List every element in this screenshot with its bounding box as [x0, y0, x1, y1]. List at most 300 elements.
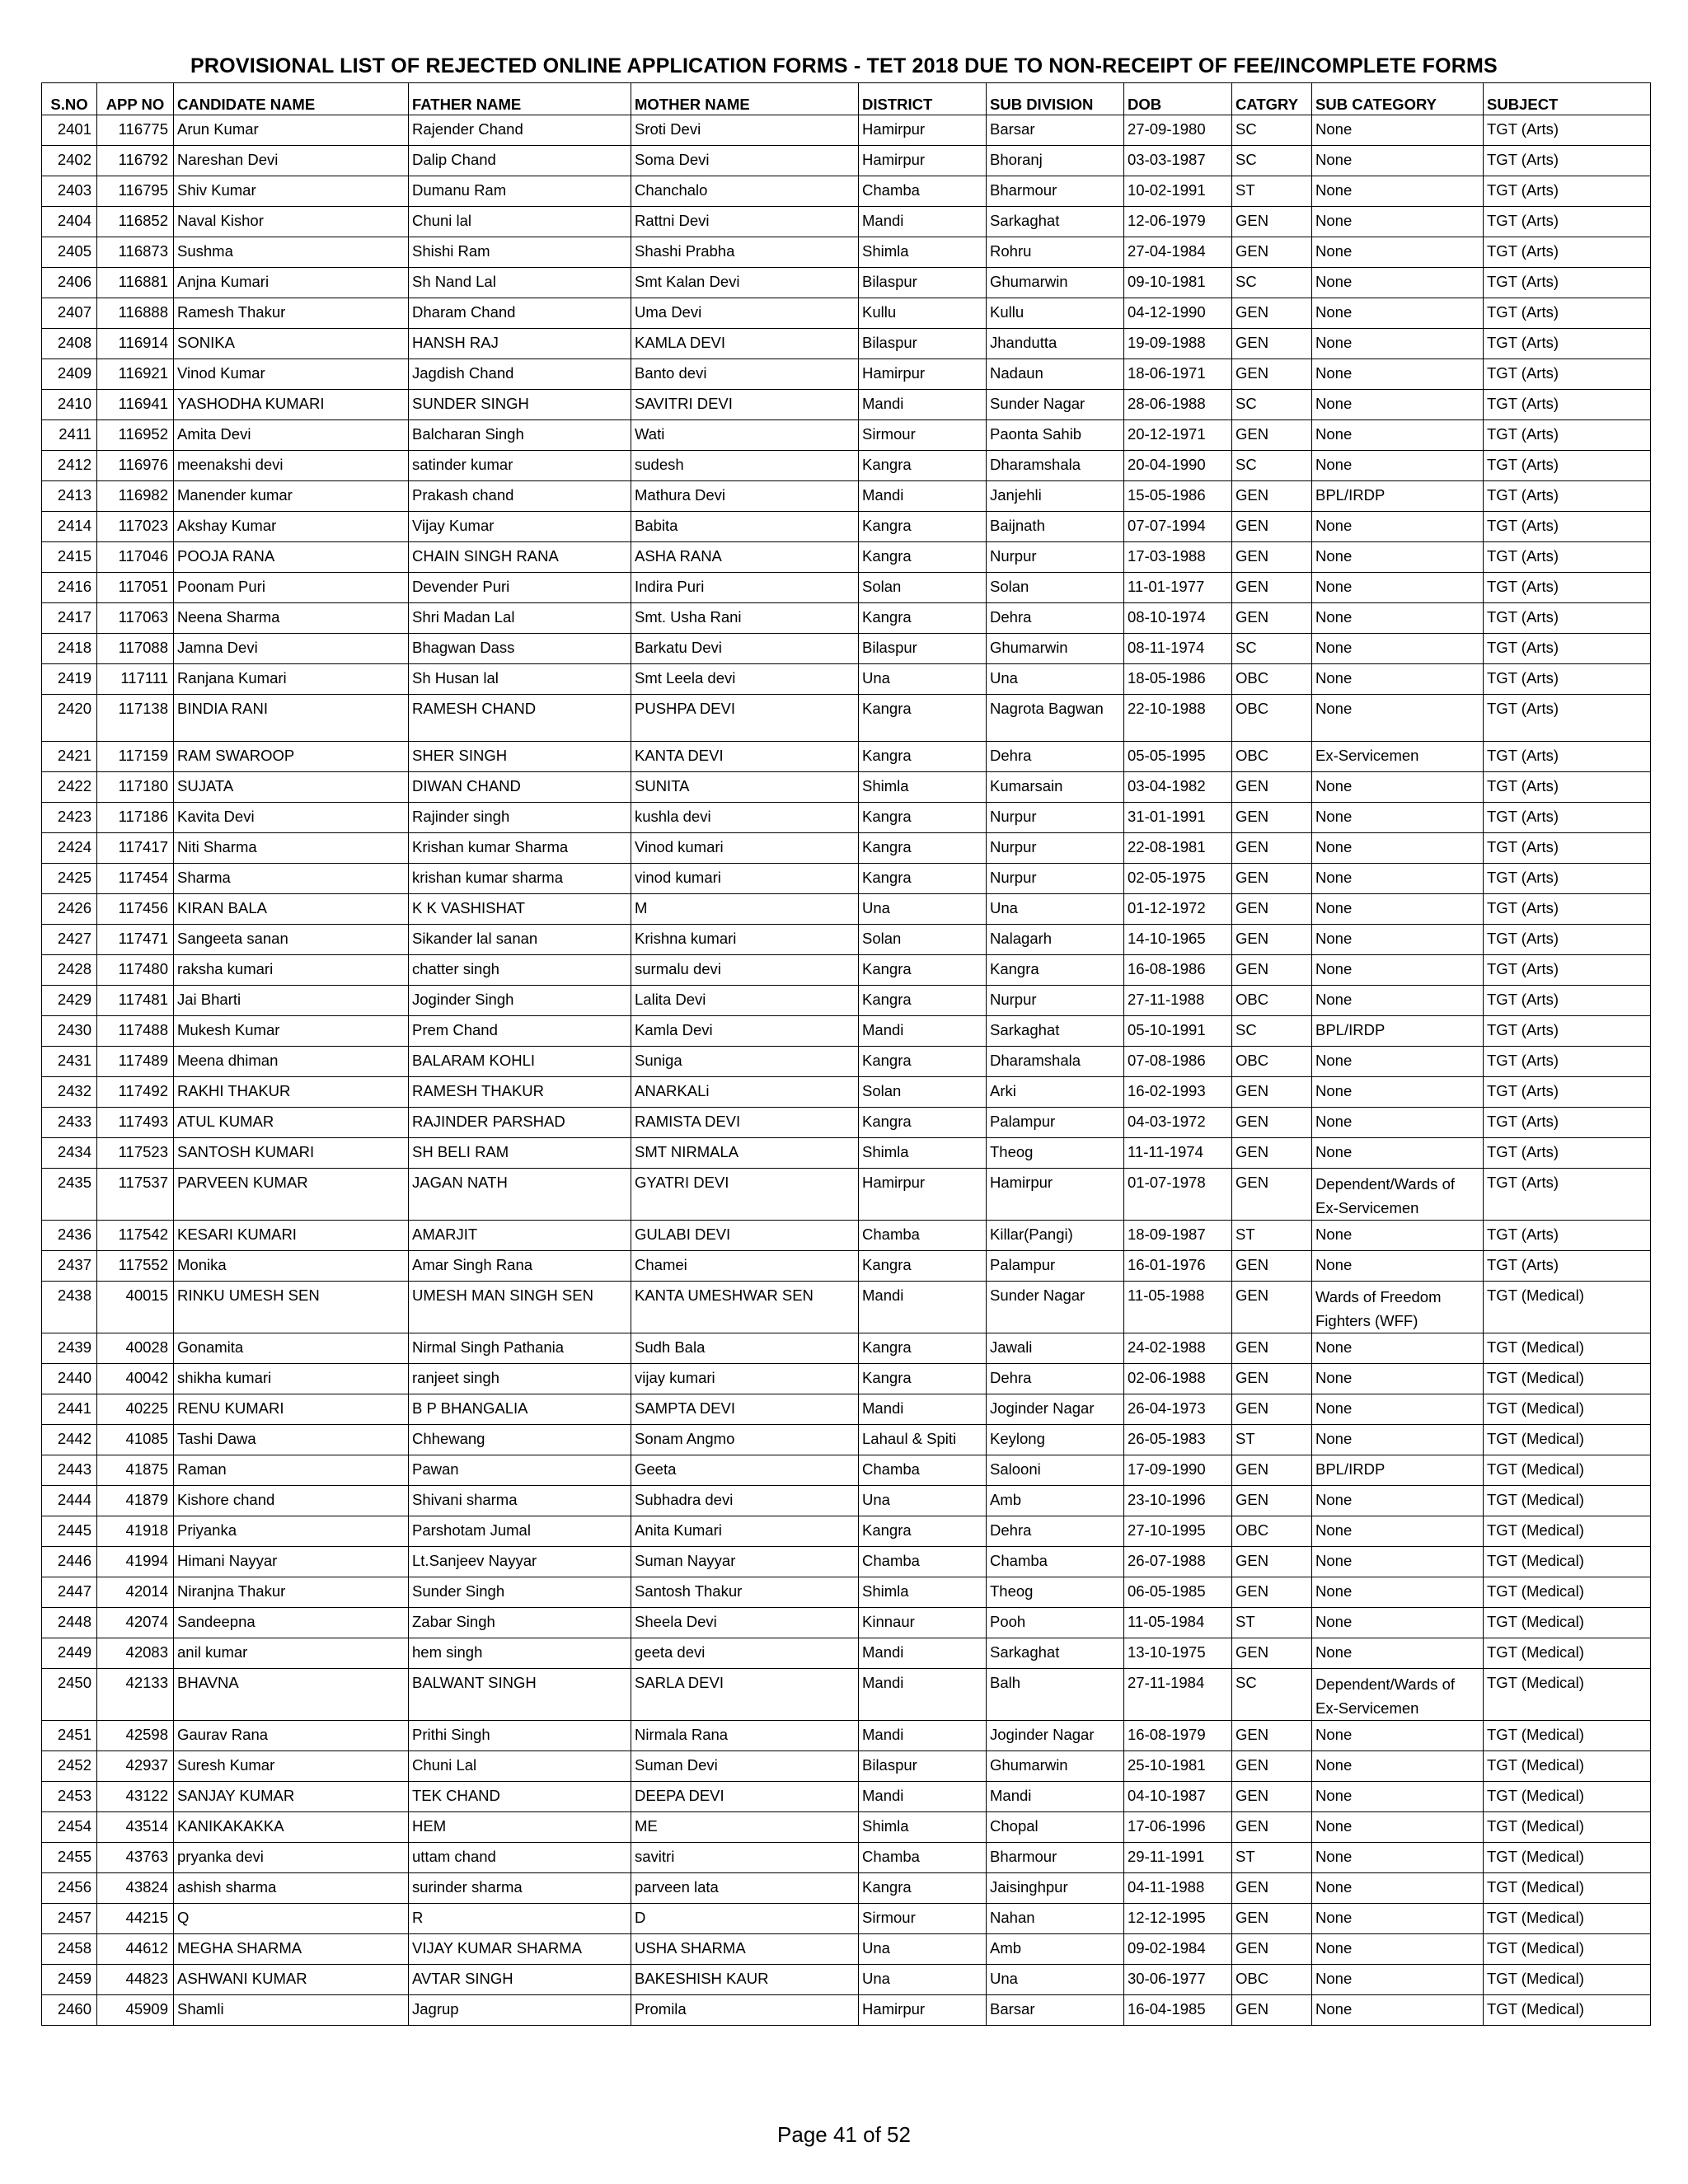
mother-name-cell: SAVITRI DEVI — [631, 390, 859, 420]
app-no-cell: 116881 — [97, 268, 174, 298]
dob-cell: 19-09-1988 — [1124, 329, 1232, 359]
sno-cell: 2430 — [42, 1016, 97, 1047]
sub-category-cell: None — [1312, 542, 1484, 573]
district-cell: Una — [859, 664, 987, 695]
sub-category-cell: None — [1312, 664, 1484, 695]
sno-cell: 2447 — [42, 1577, 97, 1608]
father-name-cell: RAJINDER PARSHAD — [409, 1108, 631, 1138]
table-row — [42, 1221, 1651, 1251]
candidate-name-cell: SANJAY KUMAR — [174, 1782, 409, 1812]
sno-cell: 2404 — [42, 207, 97, 237]
subject-cell: TGT (Arts) — [1484, 451, 1651, 481]
father-name-cell: HEM — [409, 1812, 631, 1843]
district-cell: Kangra — [859, 542, 987, 573]
subject-cell: TGT (Arts) — [1484, 115, 1651, 146]
sub-category-cell: None — [1312, 1333, 1484, 1364]
sno-cell: 2444 — [42, 1486, 97, 1516]
district-cell: Kangra — [859, 1364, 987, 1394]
col-header-father-name: FATHER NAME — [409, 83, 631, 115]
sno-cell: 2401 — [42, 115, 97, 146]
dob-cell: 16-08-1979 — [1124, 1721, 1232, 1751]
dob-cell: 27-10-1995 — [1124, 1516, 1232, 1547]
sno-cell: 2417 — [42, 603, 97, 634]
district-cell: Chamba — [859, 1455, 987, 1486]
sub-category-cell: None — [1312, 329, 1484, 359]
sub-category-cell: None — [1312, 1138, 1484, 1169]
dob-cell: 27-09-1980 — [1124, 115, 1232, 146]
sno-cell: 2438 — [42, 1282, 97, 1333]
district-cell: Chamba — [859, 176, 987, 207]
sno-cell: 2451 — [42, 1721, 97, 1751]
district-cell: Mandi — [859, 1721, 987, 1751]
district-cell: Chamba — [859, 1547, 987, 1577]
app-no-cell: 42598 — [97, 1721, 174, 1751]
subject-cell: TGT (Arts) — [1484, 742, 1651, 772]
category-cell: GEN — [1232, 481, 1312, 512]
sub-division-cell: Nahan — [987, 1904, 1124, 1934]
sub-category-cell: None — [1312, 864, 1484, 894]
table-row — [42, 115, 1651, 146]
category-cell: OBC — [1232, 1965, 1312, 1995]
candidate-name-cell: Akshay Kumar — [174, 512, 409, 542]
mother-name-cell: vinod kumari — [631, 864, 859, 894]
sub-category-cell: None — [1312, 1638, 1484, 1669]
dob-cell: 05-10-1991 — [1124, 1016, 1232, 1047]
mother-name-cell: Babita — [631, 512, 859, 542]
subject-cell: TGT (Arts) — [1484, 1138, 1651, 1169]
mother-name-cell: parveen lata — [631, 1873, 859, 1904]
candidate-name-cell: Vinod Kumar — [174, 359, 409, 390]
table-row — [42, 481, 1651, 512]
father-name-cell: Parshotam Jumal — [409, 1516, 631, 1547]
sub-division-cell: Joginder Nagar — [987, 1721, 1124, 1751]
dob-cell: 04-10-1987 — [1124, 1782, 1232, 1812]
app-no-cell: 117552 — [97, 1251, 174, 1282]
sub-division-cell: Ghumarwin — [987, 1751, 1124, 1782]
sub-division-cell: Rohru — [987, 237, 1124, 268]
candidate-name-cell: BINDIA RANI — [174, 695, 409, 742]
father-name-cell: krishan kumar sharma — [409, 864, 631, 894]
sno-cell: 2408 — [42, 329, 97, 359]
subject-cell: TGT (Arts) — [1484, 542, 1651, 573]
candidate-name-cell: ATUL KUMAR — [174, 1108, 409, 1138]
father-name-cell: BALARAM KOHLI — [409, 1047, 631, 1077]
district-cell: Mandi — [859, 481, 987, 512]
sub-division-cell: Dehra — [987, 1516, 1124, 1547]
category-cell: GEN — [1232, 1638, 1312, 1669]
district-cell: Solan — [859, 925, 987, 955]
dob-cell: 11-11-1974 — [1124, 1138, 1232, 1169]
sno-cell: 2421 — [42, 742, 97, 772]
table-header-row — [42, 83, 1651, 115]
sub-division-cell: Amb — [987, 1934, 1124, 1965]
category-cell: GEN — [1232, 803, 1312, 833]
subject-cell: TGT (Arts) — [1484, 986, 1651, 1016]
category-cell: GEN — [1232, 1486, 1312, 1516]
candidate-name-cell: YASHODHA KUMARI — [174, 390, 409, 420]
mother-name-cell: KAMLA DEVI — [631, 329, 859, 359]
sub-division-cell: Dharamshala — [987, 1047, 1124, 1077]
district-cell: Hamirpur — [859, 115, 987, 146]
dob-cell: 04-03-1972 — [1124, 1108, 1232, 1138]
district-cell: Hamirpur — [859, 146, 987, 176]
category-cell: SC — [1232, 390, 1312, 420]
dob-cell: 08-10-1974 — [1124, 603, 1232, 634]
mother-name-cell: Suman Devi — [631, 1751, 859, 1782]
sub-division-cell: Dehra — [987, 1364, 1124, 1394]
sno-cell: 2458 — [42, 1934, 97, 1965]
dob-cell: 27-04-1984 — [1124, 237, 1232, 268]
father-name-cell: Sh Husan lal — [409, 664, 631, 695]
father-name-cell: Shishi Ram — [409, 237, 631, 268]
table-row — [42, 1934, 1651, 1965]
sub-division-cell: Hamirpur — [987, 1169, 1124, 1221]
category-cell: GEN — [1232, 772, 1312, 803]
subject-cell: TGT (Medical) — [1484, 1638, 1651, 1669]
sub-division-cell: Sunder Nagar — [987, 1282, 1124, 1333]
candidate-name-cell: Neena Sharma — [174, 603, 409, 634]
mother-name-cell: GULABI DEVI — [631, 1221, 859, 1251]
mother-name-cell: sudesh — [631, 451, 859, 481]
sub-division-cell: Jhandutta — [987, 329, 1124, 359]
table-row — [42, 1016, 1651, 1047]
candidate-name-cell: Jamna Devi — [174, 634, 409, 664]
sub-category-cell: None — [1312, 115, 1484, 146]
app-no-cell: 117111 — [97, 664, 174, 695]
candidate-name-cell: Poonam Puri — [174, 573, 409, 603]
sno-cell: 2406 — [42, 268, 97, 298]
candidate-name-cell: meenakshi devi — [174, 451, 409, 481]
sub-division-cell: Dehra — [987, 603, 1124, 634]
table-row — [42, 176, 1651, 207]
category-cell: GEN — [1232, 207, 1312, 237]
app-no-cell: 117481 — [97, 986, 174, 1016]
app-no-cell: 116952 — [97, 420, 174, 451]
category-cell: GEN — [1232, 833, 1312, 864]
father-name-cell: SUNDER SINGH — [409, 390, 631, 420]
dob-cell: 05-05-1995 — [1124, 742, 1232, 772]
subject-cell: TGT (Medical) — [1484, 1812, 1651, 1843]
subject-cell: TGT (Arts) — [1484, 481, 1651, 512]
mother-name-cell: Wati — [631, 420, 859, 451]
subject-cell: TGT (Arts) — [1484, 329, 1651, 359]
district-cell: Bilaspur — [859, 1751, 987, 1782]
subject-cell: TGT (Medical) — [1484, 1721, 1651, 1751]
district-cell: Kangra — [859, 451, 987, 481]
app-no-cell: 117456 — [97, 894, 174, 925]
candidate-name-cell: SANTOSH KUMARI — [174, 1138, 409, 1169]
sub-category-cell: None — [1312, 1547, 1484, 1577]
candidate-name-cell: Meena dhiman — [174, 1047, 409, 1077]
category-cell: GEN — [1232, 1169, 1312, 1221]
table-row — [42, 451, 1651, 481]
mother-name-cell: ASHA RANA — [631, 542, 859, 573]
col-header-sub-division: SUB DIVISION — [987, 83, 1124, 115]
sno-cell: 2450 — [42, 1669, 97, 1721]
page-number: Page 41 of 52 — [777, 2122, 911, 2147]
district-cell: Lahaul & Spiti — [859, 1425, 987, 1455]
category-cell: SC — [1232, 115, 1312, 146]
subject-cell: TGT (Medical) — [1484, 1669, 1651, 1721]
sno-cell: 2445 — [42, 1516, 97, 1547]
table-row — [42, 1782, 1651, 1812]
district-cell: Kangra — [859, 864, 987, 894]
subject-cell: TGT (Arts) — [1484, 695, 1651, 742]
mother-name-cell: Nirmala Rana — [631, 1721, 859, 1751]
mother-name-cell: SARLA DEVI — [631, 1669, 859, 1721]
district-cell: Hamirpur — [859, 359, 987, 390]
sub-category-cell: None — [1312, 1995, 1484, 2026]
candidate-name-cell: BHAVNA — [174, 1669, 409, 1721]
district-cell: Sirmour — [859, 1904, 987, 1934]
document-title: PROVISIONAL LIST OF REJECTED ONLINE APPLICATION FORMS - TET 2018 DUE TO NON-RECEIPT OF FEE/INCOMPLETE FORMS — [190, 54, 1498, 77]
dob-cell: 24-02-1988 — [1124, 1333, 1232, 1364]
father-name-cell: Balcharan Singh — [409, 420, 631, 451]
father-name-cell: Zabar Singh — [409, 1608, 631, 1638]
father-name-cell: HANSH RAJ — [409, 329, 631, 359]
sno-cell: 2428 — [42, 955, 97, 986]
mother-name-cell: Banto devi — [631, 359, 859, 390]
father-name-cell: Sh Nand Lal — [409, 268, 631, 298]
father-name-cell: JAGAN NATH — [409, 1169, 631, 1221]
mother-name-cell: Subhadra devi — [631, 1486, 859, 1516]
sub-category-cell: BPL/IRDP — [1312, 1455, 1484, 1486]
sub-division-cell: Kumarsain — [987, 772, 1124, 803]
app-no-cell: 116775 — [97, 115, 174, 146]
candidate-name-cell: PARVEEN KUMAR — [174, 1169, 409, 1221]
category-cell: SC — [1232, 146, 1312, 176]
dob-cell: 29-11-1991 — [1124, 1843, 1232, 1873]
sub-category-cell: None — [1312, 1782, 1484, 1812]
district-cell: Kangra — [859, 1047, 987, 1077]
app-no-cell: 117537 — [97, 1169, 174, 1221]
sub-division-cell: Sarkaghat — [987, 1016, 1124, 1047]
category-cell: ST — [1232, 1608, 1312, 1638]
table-row — [42, 833, 1651, 864]
category-cell: GEN — [1232, 237, 1312, 268]
category-cell: GEN — [1232, 1934, 1312, 1965]
mother-name-cell: KANTA DEVI — [631, 742, 859, 772]
sub-division-cell: Una — [987, 1965, 1124, 1995]
dob-cell: 12-12-1995 — [1124, 1904, 1232, 1934]
table-row — [42, 1843, 1651, 1873]
sub-division-cell: Barsar — [987, 1995, 1124, 2026]
mother-name-cell: Barkatu Devi — [631, 634, 859, 664]
dob-cell: 17-06-1996 — [1124, 1812, 1232, 1843]
table-row — [42, 207, 1651, 237]
sub-division-cell: Kangra — [987, 955, 1124, 986]
sub-division-cell: Amb — [987, 1486, 1124, 1516]
district-cell: Shimla — [859, 772, 987, 803]
category-cell: GEN — [1232, 329, 1312, 359]
sub-division-cell: Sarkaghat — [987, 1638, 1124, 1669]
father-name-cell: Dharam Chand — [409, 298, 631, 329]
candidate-name-cell: Ramesh Thakur — [174, 298, 409, 329]
sub-division-cell: Balh — [987, 1669, 1124, 1721]
sub-category-cell: None — [1312, 1873, 1484, 1904]
district-cell: Kangra — [859, 1516, 987, 1547]
sno-cell: 2420 — [42, 695, 97, 742]
district-cell: Mandi — [859, 1394, 987, 1425]
mother-name-cell: Smt. Usha Rani — [631, 603, 859, 634]
table-row — [42, 359, 1651, 390]
app-no-cell: 41879 — [97, 1486, 174, 1516]
category-cell: OBC — [1232, 1047, 1312, 1077]
mother-name-cell: Uma Devi — [631, 298, 859, 329]
father-name-cell: satinder kumar — [409, 451, 631, 481]
category-cell: GEN — [1232, 1751, 1312, 1782]
table-row — [42, 664, 1651, 695]
sno-cell: 2446 — [42, 1547, 97, 1577]
sub-category-cell: None — [1312, 1425, 1484, 1455]
district-cell: Mandi — [859, 1282, 987, 1333]
dob-cell: 12-06-1979 — [1124, 207, 1232, 237]
rejected-forms-table — [41, 82, 1651, 2026]
candidate-name-cell: Gaurav Rana — [174, 1721, 409, 1751]
mother-name-cell: Sroti Devi — [631, 115, 859, 146]
subject-cell: TGT (Medical) — [1484, 1516, 1651, 1547]
father-name-cell: RAMESH THAKUR — [409, 1077, 631, 1108]
candidate-name-cell: KESARI KUMARI — [174, 1221, 409, 1251]
sub-category-cell: None — [1312, 1516, 1484, 1547]
category-cell: GEN — [1232, 1904, 1312, 1934]
subject-cell: TGT (Arts) — [1484, 1016, 1651, 1047]
sub-division-cell: Kullu — [987, 298, 1124, 329]
district-cell: Shimla — [859, 1138, 987, 1169]
app-no-cell: 117493 — [97, 1108, 174, 1138]
category-cell: GEN — [1232, 542, 1312, 573]
dob-cell: 20-04-1990 — [1124, 451, 1232, 481]
dob-cell: 20-12-1971 — [1124, 420, 1232, 451]
app-no-cell: 117523 — [97, 1138, 174, 1169]
category-cell: GEN — [1232, 420, 1312, 451]
candidate-name-cell: Niranjna Thakur — [174, 1577, 409, 1608]
sub-category-cell: Dependent/Wards of Ex-Servicemen — [1312, 1169, 1484, 1221]
app-no-cell: 41085 — [97, 1425, 174, 1455]
mother-name-cell: Chanchalo — [631, 176, 859, 207]
district-cell: Mandi — [859, 1016, 987, 1047]
mother-name-cell: Krishna kumari — [631, 925, 859, 955]
category-cell: ST — [1232, 176, 1312, 207]
app-no-cell: 116852 — [97, 207, 174, 237]
mother-name-cell: Chamei — [631, 1251, 859, 1282]
candidate-name-cell: KANIKAKAKKA — [174, 1812, 409, 1843]
app-no-cell: 116888 — [97, 298, 174, 329]
category-cell: GEN — [1232, 1108, 1312, 1138]
subject-cell: TGT (Medical) — [1484, 1547, 1651, 1577]
sub-division-cell: Bharmour — [987, 176, 1124, 207]
candidate-name-cell: RAKHI THAKUR — [174, 1077, 409, 1108]
candidate-name-cell: Amita Devi — [174, 420, 409, 451]
app-no-cell: 44215 — [97, 1904, 174, 1934]
candidate-name-cell: Naval Kishor — [174, 207, 409, 237]
father-name-cell: Sikander lal sanan — [409, 925, 631, 955]
table-row — [42, 1965, 1651, 1995]
subject-cell: TGT (Medical) — [1484, 1486, 1651, 1516]
sub-division-cell: Nurpur — [987, 833, 1124, 864]
father-name-cell: K K VASHISHAT — [409, 894, 631, 925]
district-cell: Mandi — [859, 1638, 987, 1669]
app-no-cell: 116982 — [97, 481, 174, 512]
category-cell: OBC — [1232, 742, 1312, 772]
app-no-cell: 43122 — [97, 1782, 174, 1812]
table-row — [42, 603, 1651, 634]
sub-division-cell: Bharmour — [987, 1843, 1124, 1873]
candidate-name-cell: Himani Nayyar — [174, 1547, 409, 1577]
candidate-name-cell: Tashi Dawa — [174, 1425, 409, 1455]
sub-category-cell: None — [1312, 1394, 1484, 1425]
table-row — [42, 772, 1651, 803]
candidate-name-cell: Kishore chand — [174, 1486, 409, 1516]
sub-category-cell: None — [1312, 146, 1484, 176]
subject-cell: TGT (Medical) — [1484, 1608, 1651, 1638]
app-no-cell: 40042 — [97, 1364, 174, 1394]
father-name-cell: Dumanu Ram — [409, 176, 631, 207]
sno-cell: 2434 — [42, 1138, 97, 1169]
candidate-name-cell: SUJATA — [174, 772, 409, 803]
sub-division-cell: Ghumarwin — [987, 634, 1124, 664]
sub-category-cell: None — [1312, 451, 1484, 481]
dob-cell: 27-11-1988 — [1124, 986, 1232, 1016]
sub-category-cell: None — [1312, 803, 1484, 833]
table-row — [42, 1577, 1651, 1608]
district-cell: Kangra — [859, 1333, 987, 1364]
table-row — [42, 1721, 1651, 1751]
mother-name-cell: BAKESHISH KAUR — [631, 1965, 859, 1995]
sno-cell: 2448 — [42, 1608, 97, 1638]
app-no-cell: 41918 — [97, 1516, 174, 1547]
sno-cell: 2410 — [42, 390, 97, 420]
category-cell: GEN — [1232, 1251, 1312, 1282]
table-row — [42, 1333, 1651, 1364]
sub-division-cell: Palampur — [987, 1251, 1124, 1282]
subject-cell: TGT (Medical) — [1484, 1282, 1651, 1333]
subject-cell: TGT (Arts) — [1484, 573, 1651, 603]
sno-cell: 2455 — [42, 1843, 97, 1873]
father-name-cell: AVTAR SINGH — [409, 1965, 631, 1995]
candidate-name-cell: pryanka devi — [174, 1843, 409, 1873]
father-name-cell: chatter singh — [409, 955, 631, 986]
app-no-cell: 42014 — [97, 1577, 174, 1608]
dob-cell: 31-01-1991 — [1124, 803, 1232, 833]
sub-category-cell: None — [1312, 512, 1484, 542]
table-row — [42, 634, 1651, 664]
category-cell: GEN — [1232, 512, 1312, 542]
sno-cell: 2454 — [42, 1812, 97, 1843]
district-cell: Kangra — [859, 1108, 987, 1138]
sub-category-cell: Ex-Servicemen — [1312, 742, 1484, 772]
sub-category-cell: None — [1312, 390, 1484, 420]
category-cell: GEN — [1232, 359, 1312, 390]
subject-cell: TGT (Arts) — [1484, 634, 1651, 664]
father-name-cell: Rajender Chand — [409, 115, 631, 146]
mother-name-cell: RAMISTA DEVI — [631, 1108, 859, 1138]
category-cell: OBC — [1232, 986, 1312, 1016]
table-row — [42, 298, 1651, 329]
sno-cell: 2436 — [42, 1221, 97, 1251]
sub-category-cell: None — [1312, 1251, 1484, 1282]
sub-division-cell: Joginder Nagar — [987, 1394, 1124, 1425]
subject-cell: TGT (Medical) — [1484, 1364, 1651, 1394]
dob-cell: 16-02-1993 — [1124, 1077, 1232, 1108]
father-name-cell: B P BHANGALIA — [409, 1394, 631, 1425]
subject-cell: TGT (Medical) — [1484, 1425, 1651, 1455]
sub-category-cell: None — [1312, 298, 1484, 329]
table-row — [42, 1077, 1651, 1108]
sub-category-cell: None — [1312, 1934, 1484, 1965]
table-row — [42, 742, 1651, 772]
dob-cell: 11-05-1984 — [1124, 1608, 1232, 1638]
